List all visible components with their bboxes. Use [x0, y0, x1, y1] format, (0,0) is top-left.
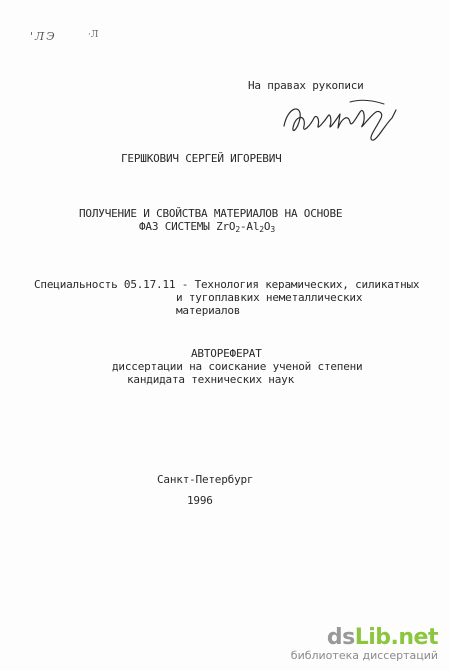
subscript: 2: [235, 225, 240, 234]
subscript: 2: [259, 225, 264, 234]
logo-ds: ds: [326, 625, 355, 650]
dslib-watermark: [291, 627, 438, 662]
abstract-line-2: диссертации на соискание ученой степени: [112, 360, 363, 373]
year: 1996: [187, 494, 213, 507]
handwritten-signature: [280, 96, 400, 146]
dslib-subtitle: библиотека диссертаций: [290, 649, 438, 662]
title-line-1: ПОЛУЧЕНИЕ И СВОЙСТВА МАТЕРИАЛОВ НА ОСНОВЕ: [79, 207, 343, 220]
logo-lib: Lib: [354, 625, 391, 650]
title-line-2-text: ФАЗ СИСТЕМЫ ZrO: [139, 220, 236, 233]
author-name: ГЕРШКОВИЧ СЕРГЕЙ ИГОРЕВИЧ: [121, 152, 282, 165]
logo-net: .net: [390, 625, 438, 650]
abstract-heading: АВТОРЕФЕРАТ: [191, 347, 262, 360]
subscript: 3: [270, 225, 275, 234]
rights-note: На правах рукописи: [248, 79, 364, 92]
specialty-line-1: Специальность 05.17.11 - Технология керамических, силикатных: [34, 278, 420, 291]
corner-handwritten-mark-2: ·Л: [88, 30, 99, 40]
title-line-2-text: -Al: [239, 220, 260, 233]
city: Санкт-Петербург: [157, 473, 254, 486]
title-line-2: [139, 220, 275, 236]
title-line-2-text: O: [263, 220, 271, 233]
corner-handwritten-mark: 'ЛЭ: [30, 30, 57, 43]
abstract-line-3: кандидата технических наук: [127, 373, 294, 386]
specialty-line-2: и тугоплавких неметаллических: [176, 291, 363, 304]
dslib-logo: [291, 627, 438, 649]
specialty-line-3: материалов: [176, 304, 241, 317]
